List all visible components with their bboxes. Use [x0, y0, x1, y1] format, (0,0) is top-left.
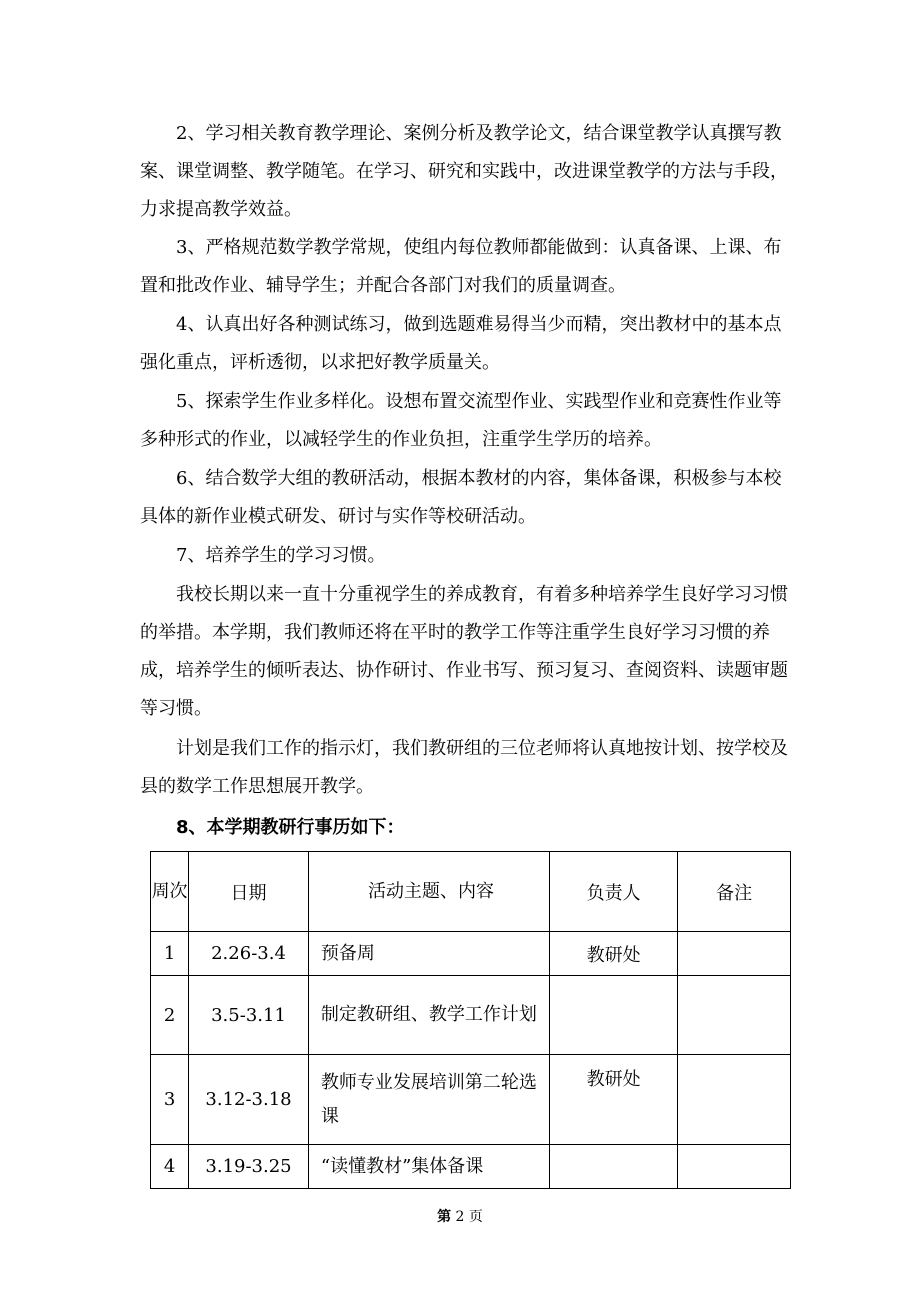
cell-week: 4 [151, 1145, 189, 1189]
header-date: 日期 [189, 852, 309, 932]
table-header-row [151, 852, 791, 932]
calendar-table [150, 851, 791, 1189]
cell-note [678, 1145, 791, 1189]
table-row [151, 932, 791, 976]
table-row [151, 1145, 791, 1189]
cell-theme: 制定教研组、教学工作计划 [308, 976, 549, 1055]
cell-owner: 教研处 [550, 932, 678, 976]
cell-week: 1 [151, 932, 189, 976]
cell-note [678, 932, 791, 976]
table-row [151, 976, 791, 1055]
footer-suffix: 页 [468, 1209, 483, 1225]
header-week: 周次 [151, 852, 189, 932]
cell-theme: 预备周 [308, 932, 549, 976]
cell-owner [550, 1145, 678, 1189]
paragraph-habits: 我校长期以来一直十分重视学生的养成教育，有着多种培养学生良好学习习惯的举措。本学期，我们教师还将在平时的教学工作等注重学生良好学习习惯的养成，培养学生的倾听表达、协作研讨、作业书写、预习复习、查阅资料、读题审题等习惯。 [140, 584, 788, 719]
header-note: 备注 [678, 852, 791, 932]
cell-note [678, 1055, 791, 1145]
paragraph-item-6: 6、结合数学大组的教研活动，根据本教材的内容，集体备课，积极参与本校具体的新作业模式研发、研讨与实作等校研活动。 [140, 468, 782, 527]
paragraph-item-3: 3、严格规范数学教学常规，使组内每位教师都能做到：认真备课、上课、布置和批改作业、辅导学生；并配合各部门对我们的质量调查。 [140, 237, 782, 296]
page-number: 2 [455, 1209, 465, 1225]
page-footer [0, 1206, 920, 1226]
paragraph-item-2: 2、学习相关教育教学理论、案例分析及教学论文，结合课堂教学认真撰写教案、课堂调整、教学随笔。在学习、研究和实践中，改进课堂教学的方法与手段，力求提高教学效益。 [140, 123, 788, 220]
paragraph-item-5: 5、探索学生作业多样化。设想布置交流型作业、实践型作业和竞赛性作业等多种形式的作业，以减轻学生的作业负担，注重学生学历的培养。 [140, 391, 782, 450]
cell-date: 3.19-3.25 [189, 1145, 309, 1189]
footer-prefix: 第 [437, 1209, 452, 1225]
cell-date: 3.12-3.18 [189, 1055, 309, 1145]
cell-note [678, 976, 791, 1055]
header-theme: 活动主题、内容 [308, 852, 549, 932]
cell-theme: “读懂教材”集体备课 [308, 1145, 549, 1189]
cell-date: 2.26-3.4 [189, 932, 309, 976]
cell-owner [550, 976, 678, 1055]
cell-owner: 教研处 [550, 1055, 678, 1145]
cell-week: 3 [151, 1055, 189, 1145]
section-heading: 8、本学期教研行事历如下： [176, 817, 405, 838]
header-owner: 负责人 [550, 852, 678, 932]
cell-week: 2 [151, 976, 189, 1055]
paragraph-item-7: 7、培养学生的学习习惯。 [176, 545, 386, 566]
cell-theme: 教师专业发展培训第二轮选课 [308, 1055, 549, 1145]
cell-date: 3.5-3.11 [189, 976, 309, 1055]
paragraph-plan: 计划是我们工作的指示灯，我们教研组的三位老师将认真地按计划、按学校及县的数学工作思想展开教学。 [140, 738, 788, 797]
table-row [151, 1055, 791, 1145]
paragraph-item-4: 4、认真出好各种测试练习，做到选题难易得当少而精，突出教材中的基本点强化重点，评析透彻，以求把好教学质量关。 [140, 314, 782, 373]
